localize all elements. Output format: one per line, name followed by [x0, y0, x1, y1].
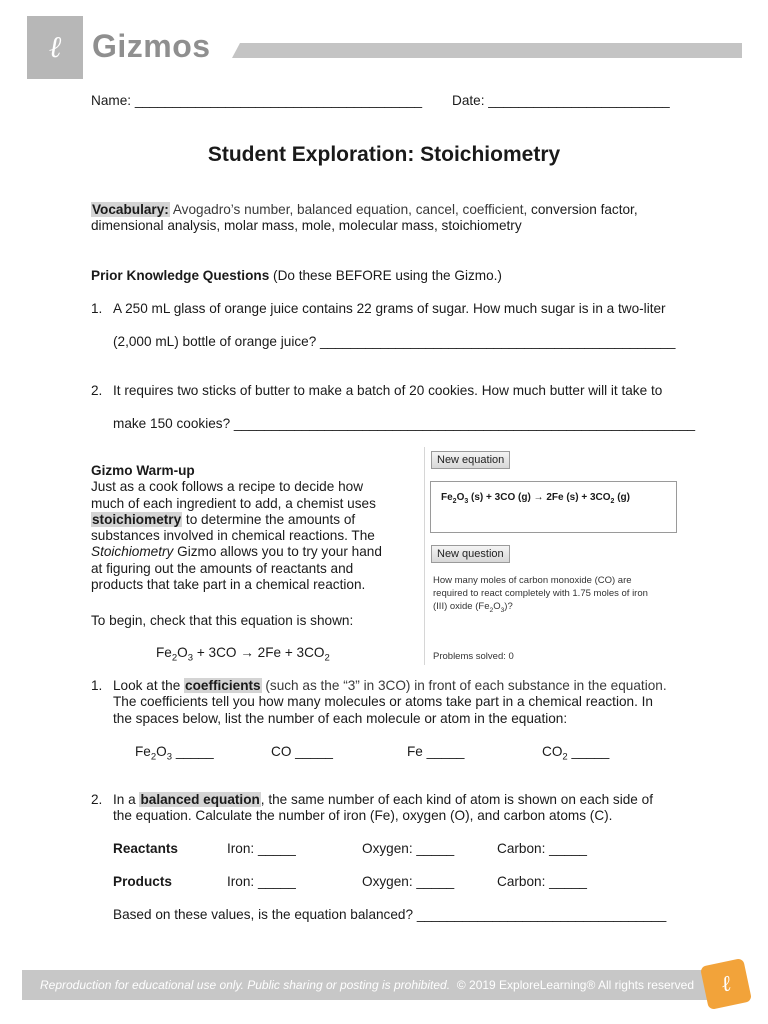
q1-number: 1. — [91, 678, 103, 693]
warmup-heading: Gizmo Warm-up — [91, 463, 195, 478]
q2-text: In a balanced equation, the same number of each kind of atom is shown on each side of the equation. Calculate the number of iron (Fe), oxygen (O), and carbon atoms (C). — [113, 792, 653, 824]
prior-q2-line1: It requires two sticks of butter to make a batch of 20 cookies. How much butter will it take to — [113, 383, 663, 398]
gizmo-panel-divider — [424, 447, 425, 665]
q1-fe2o3-blank[interactable]: $Fe_2O_3$ _____ — [135, 744, 214, 763]
prior-q1-line2[interactable]: (2,000 mL) bottle of orange juice? _______________________________________________ — [113, 334, 676, 349]
reactants-label: Reactants — [113, 841, 178, 856]
warmup-equation: $Fe_2O_3 + 3CO \to 2Fe + 3CO_2$ — [156, 645, 330, 664]
name-field[interactable]: Name: ______________________________________ — [91, 93, 423, 108]
new-equation-button[interactable]: New equation — [431, 451, 510, 469]
q2-number: 2. — [91, 792, 103, 807]
equation-text: $Fe_2O_3$ (s) + 3CO (g) → 2Fe $(s) + 3CO_2$ (g) — [441, 492, 630, 505]
prior-heading-bold: Prior Knowledge Questions — [91, 268, 270, 283]
vocabulary-line2: dimensional analysis, molar mass, mole, molecular mass, stoichiometry — [91, 218, 522, 233]
reactants-carbon-blank[interactable]: Carbon: _____ — [497, 841, 587, 856]
reactants-iron-blank[interactable]: Iron: _____ — [227, 841, 296, 856]
prior-q2-number: 2. — [91, 383, 103, 398]
q1-fe-blank[interactable]: Fe _____ — [407, 744, 465, 759]
vocabulary-items-cont: conversion factor, — [527, 202, 638, 217]
q1-co-blank[interactable]: CO _____ — [271, 744, 333, 759]
q1-text: Look at the coefficients (such as the “3” in 3CO) in front of each substance in the equation. The coefficients tell you how many molecules or atoms take part in a chemical reaction. In the spaces below, list the number of each molecule or atom in the equation: — [113, 678, 667, 726]
warmup-text: much of each ingredient to add, a chemist uses — [91, 495, 376, 511]
products-oxygen-blank[interactable]: Oxygen: _____ — [362, 874, 455, 889]
footer-copyright: © 2019 ExploreLearning® All rights reserved — [456, 978, 694, 992]
date-field[interactable]: Date: ________________________ — [452, 93, 670, 108]
vocabulary-label: Vocabulary: — [92, 202, 169, 217]
brand-name: Gizmos — [92, 28, 211, 64]
prior-q1-number: 1. — [91, 301, 103, 316]
header-bar — [232, 43, 742, 58]
new-question-button[interactable]: New question — [431, 545, 510, 563]
warmup-begin: To begin, check that this equation is shown: — [91, 613, 354, 628]
gizmo-question: How many moles of carbon monoxide (CO) are required to react completely with 1.75 moles of iron (III) oxide $(Fe_2O_3)$? — [433, 575, 648, 614]
warmup-text: to determine the amounts of — [182, 511, 356, 527]
warmup-text: substances involved in chemical reactions. The — [91, 528, 375, 544]
products-carbon-blank[interactable]: Carbon: _____ — [497, 874, 587, 889]
q1-co2-blank[interactable]: $CO_2$ _____ — [542, 744, 610, 763]
warmup-text: Just as a cook follows a recipe to decide how — [91, 479, 364, 495]
prior-q1-line1: A 250 mL glass of orange juice contains 22 grams of sugar. How much sugar is in a two-liter — [113, 301, 666, 316]
warmup-text: Gizmo allows you to try your hand — [173, 544, 382, 560]
term-balanced-equation: balanced equation — [140, 792, 260, 807]
page-title: Student Exploration: Stoichiometry — [207, 143, 561, 166]
warmup-gizmo-name: Stoichiometry — [91, 544, 174, 560]
problems-solved-counter: Problems solved: 0 — [433, 651, 514, 662]
footer-logo-icon: ℓ — [700, 958, 752, 1010]
warmup-text: products that take part in a chemical reaction. — [91, 577, 366, 593]
products-iron-blank[interactable]: Iron: _____ — [227, 874, 296, 889]
reactants-oxygen-blank[interactable]: Oxygen: _____ — [362, 841, 455, 856]
warmup-text: at figuring out the amounts of reactants and — [91, 560, 354, 576]
vocabulary-items: Avogadro’s number, balanced equation, cancel, coefficient, — [169, 202, 528, 217]
prior-knowledge-heading — [91, 268, 502, 283]
term-coefficients: coefficients — [185, 678, 261, 693]
footer-bar — [22, 970, 722, 1000]
products-label: Products — [113, 874, 172, 889]
equation-display — [430, 481, 677, 533]
prior-heading-note: (Do these BEFORE using the Gizmo.) — [269, 268, 502, 283]
explorelearning-logo-icon: ℓ — [48, 30, 62, 65]
warmup-term-stoichiometry: stoichiometry — [92, 511, 182, 527]
vocabulary — [91, 202, 691, 234]
footer-notice: Reproduction for educational use only. Public sharing or posting is prohibited. — [40, 978, 451, 992]
prior-q2-line2[interactable]: make 150 cookies? _____________________________________________________________ — [113, 416, 696, 431]
balanced-question-blank[interactable]: Based on these values, is the equation balanced? _________________________________ — [113, 907, 667, 922]
warmup-section — [91, 463, 421, 593]
